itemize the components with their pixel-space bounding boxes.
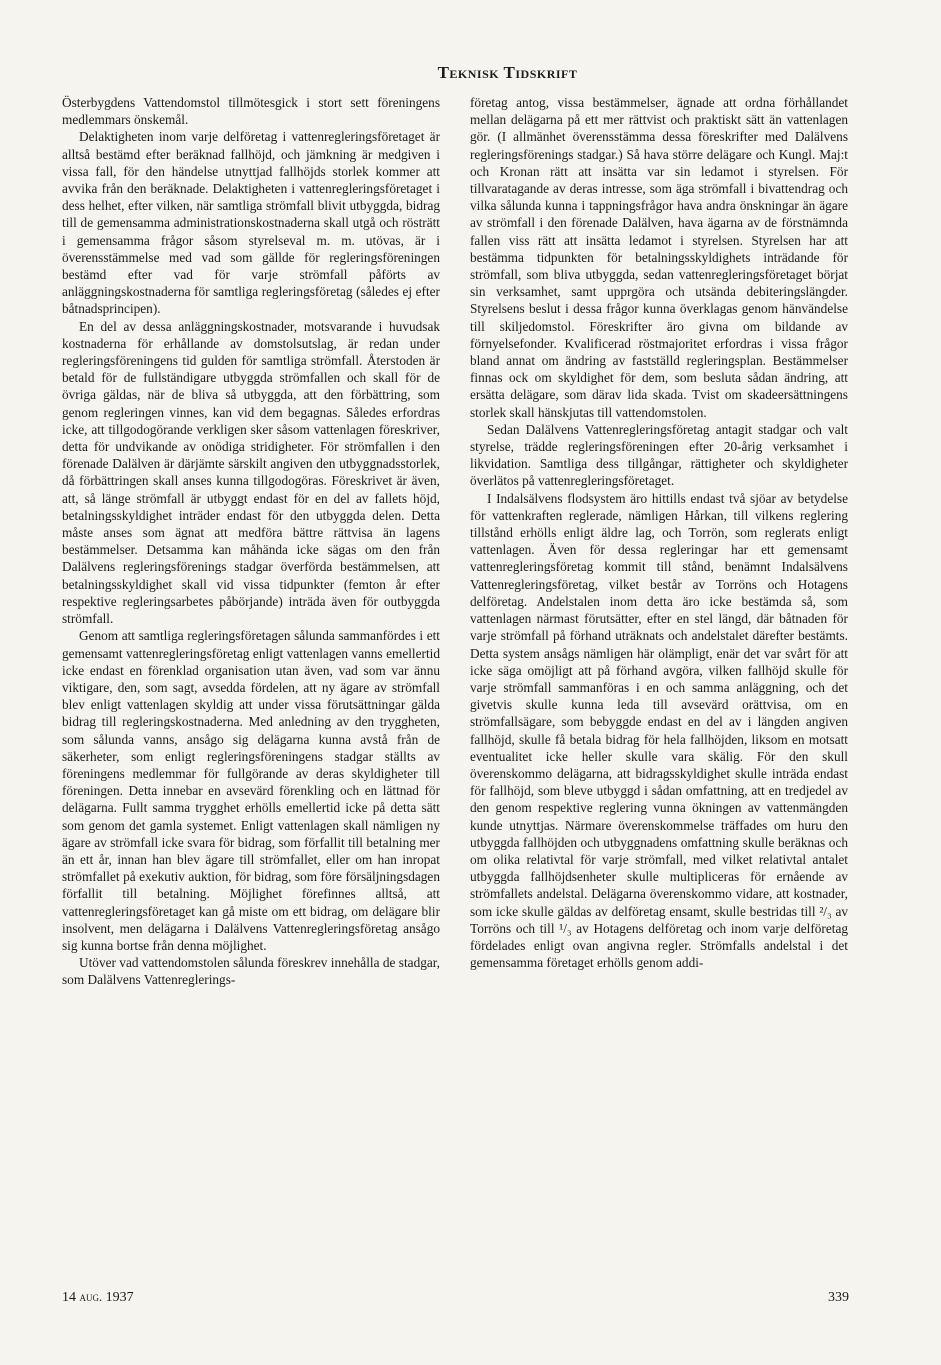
journal-title: Teknisk Tidskrift <box>437 63 578 82</box>
page-number: 339 <box>828 1290 849 1305</box>
left-column <box>62 94 440 989</box>
date-day: 14 <box>62 1290 76 1305</box>
date-month: aug. <box>79 1290 103 1304</box>
right-column <box>470 94 848 971</box>
paragraph: Delaktigheten inom varje delföretag i vattenregleringsföretaget är alltså bestämd efter beräknad fallhöjd, och jämkning är medgiven i vissa fall, för den händelse utnyttjad fallhöjds storlek kommer att avvika från den beräknade. Delaktigheten i vattenregleringsföretaget i dess helhet, efter vilken, när samtliga strömfall blivit utbyggda, bidrag till de gemensamma administrationskostnaderna skall utgå och rösträtt i gemensamma frågor såsom styrelseval m. m. utövas, är i överensstämmelse med vad som gällde för regleringsföreningen bestämd efter vad för varje strömfall påförts av anläggningskostnaderna för samtliga regleringsföretag (således ej efter båtnadsprincipen). <box>62 129 440 317</box>
paragraph: företag antog, vissa bestämmelser, ägnade att ordna förhållandet mellan delägarna på ett mer rättvist och praktiskt sätt än vattenlagen gör. (I allmänhet överensstämma dessa föreskrifter med Dalälvens regleringsförenings stadgar.) Så hava större delägare och Kungl. Maj:t och Kronan rätt att insätta var sin ledamot i styrelsen. För tillvaratagande av deras intresse, som äga strömfall i bivattendrag och vilka sålunda kunna i tappningsfrågor hava andra önskningar än ägare av strömfall i den förenade Dalälven, hava ägarna av de förstnämnda fallen viss rätt att insätta ledamot i styrelsen. Styrelsen har att bestämma tidpunkten för betalningsskyldighets inträdande för strömfall, som bliva utbyggda, sedan vattenregleringsföretaget börjat sin verksamhet, samt upprgöra och utsända debiteringslängder. Styrelsens beslut i dessa frågor kunna överklagas genom hänvändelse till skiljedomstol. Föreskrifter äro givna om bildande av förnyelsefonder. Kvalificerad röstmajoritet erfordras i vissa frågor bland annat om ändring av fastställd regleringsplan. Bestämmelser finnas ock om skyldighet för dem, som besluta sådan ändring, att ersätta delägare, som därav lida skada. Tvist om skadeersättningens storlek skall hänskjutas till vattendomstolen. <box>470 95 848 420</box>
paragraph: En del av dessa anläggningskostnader, motsvarande i huvudsak kostnaderna för erhållande av domstolsutslag, är redan under regleringsföreningens tid gulden för samtliga strömfall. Återstoden är betald för de fullständigare utbyggda strömfallen och skall för de övriga gäldas, när de bliva så utbyggda, att den förbättring, som genom regleringen vinnes, kan vid dem begagnas. Således erfordras icke, att tillgodogörande verkligen sker såsom vattenlagen föreskriver, detta för undvikande av onödiga stridigheter. För strömfallen i den förenade Dalälven är därjämte särskilt angiven den utbyggnadsstorlek, då förbättringen skall anses kunna tillgodogöras. Föreskrivet är även, att, så länge strömfall är utbyggt endast för en del av fallets höjd, betalningsskyldighet inträder endast för den utbyggda delen. Detta måste anses som ägnat att medföra bättre rättvisa än lagens bestämmelser. Detsamma kan måhända icke sägas om den från Dalälvens regleringsförenings stadgar överförda bestämmelsen, att betalningsskyldighet skall vid vissa tidpunkter (femton år efter respektive regleringsarbetes påbörjande) inträda även för outbyggda strömfall. <box>62 318 440 627</box>
issue-date <box>62 1290 134 1306</box>
paragraph: Genom att samtliga regleringsföretagen sålunda sammanfördes i ett gemensamt vattenregleringsföretag enligt vattenlagen vanns emellertid icke endast en förenklad organisation utan även, vad som var ännu viktigare, den, som sagt, avsedda fördelen, att ny ägare av strömfall blev enligt vattenlagen skyldig att under vissa förutsättningar gälda bidrag till regleringskostnaderna. Med anledning av den tryggheten, som sålunda vanns, ansågo sig delägarna kunna avstå från de säkerheter, som enligt regleringsföreningens stadgar ställts av föreningens medlemmar för fullgörande av deras skyldigheter till föreningen. Detta innebar en avsevärd förenkling och en lättnad för delägarna. Fullt samma trygghet erhölls emellertid icke på detta sätt som genom det gamla systemet. Enligt vattenlagen skall nämligen ny ägare av strömfall icke svara för bidrag, som förfallit till betalning mer än ett år, innan han blev ägare till strömfallet, eller om han inropat strömfallet på exekutiv auktion, för bidrag, som före försäljningsdagen förfallit till betalning. Möjlighet förefinnes alltså, att vattenregleringsföretaget kan gå miste om ett bidrag, om delägare blir insolvent, men delägarna i Dalälvens Vattenregleringsföretag ansågo sig kunna bortse från denna möjlighet. <box>62 628 440 953</box>
paragraph: Sedan Dalälvens Vattenregleringsföretag antagit stadgar och valt styrelse, trädde regleringsföreningen efter 20-årig verksamhet i likvidation. Samtliga dess tillgångar, rättigheter och skyldigheter överlätos på vattenregleringsföretaget. <box>470 421 848 489</box>
journal-header <box>0 63 941 83</box>
date-year: 1937 <box>105 1290 134 1305</box>
paragraph: Österbygdens Vattendomstol tillmötesgick i stort sett föreningens medlemmars önskemål. <box>62 95 440 128</box>
paragraph: I Indalsälvens flodsystem äro hittills endast två sjöar av betydelse för vattenkraften reglerade, nämligen Hårkan, till vilkens reglering tillstånd erhölls enligt äldre lag, och Torrön, som reglerats enligt vattenlagen. Även för dessa regleringar har ett gemensamt vattenregleringsföretag kommit till stånd, benämnt Indalsälvens Vattenregleringsföretag, vilket består av Torröns och Hotagens delföretag. Andelstalen inom detta äro icke bestämda så, som vattenlagen närmast förutsätter, efter en stel längd, där båtnaden för varje strömfall på förhand uträknats och andelstalet därefter bestämts. Detta system ansågs nämligen här olämpligt, enär det var svårt för att icke säga omöjligt att på förhand avgöra, vilken fallhöjd skulle för varje strömfall sammanföras i en och samma anläggning, och det givetvis skulle kunna leda till avsevärd orättvisa, om en strömfallsägare, som bebyggde endast en del av i längden angiven fallhöjd, skulle få betala bidrag för hela fallhöjden, liksom en motsatt eventualitet icke heller skulle vara skälig. För den skull överenskommo delägarna, att bidragsskyldighet skulle inträda endast för fallhöjd, som bleve utbyggd i sådan omfattning, att en tredjedel av den genom respektive reglering vunna ökningen av vattenmängden kunde utnyttjas. Närmare överenskommelse träffades om huru den utbyggda fallhöjden och utbyggnadens omfattning skulle beräknas och om olika relativtal för varje strömfall, med vilket relativtal antalet utbyggda fallhöjdsenheter skulle multipliceras för ernående av strömfallets andelstal. Delägarna överenskommo vidare, att kostnader, som icke skulle gäldas av delföretag ensamt, skulle bestridas till ²/₃ av Torröns och till ¹/₃ av Hotagens delföretag och inom varje delföretag fördelades enligt ovan angivna regler. Strömfalls andelstal i det gemensamma företaget erhölls genom addi- <box>470 490 848 971</box>
paragraph: Utöver vad vattendomstolen sålunda föreskrev innehålla de stadgar, som Dalälvens Vattenreglerings- <box>62 955 440 988</box>
